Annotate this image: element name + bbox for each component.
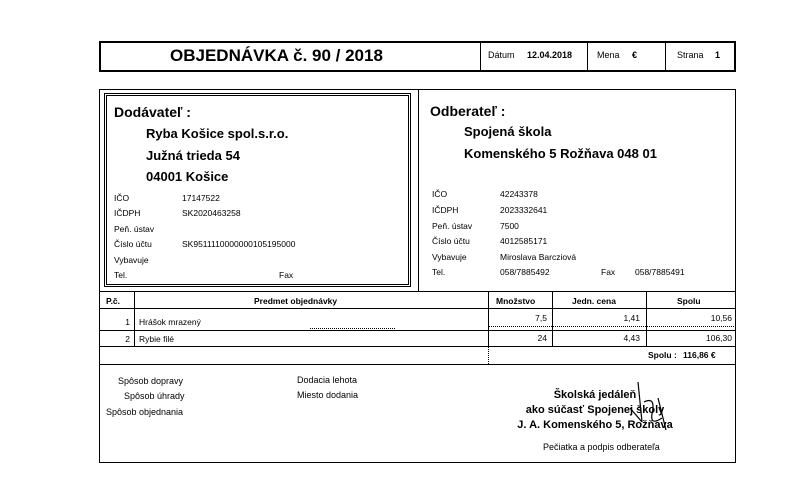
table-cell-no: 2 [125,334,130,344]
header-divider [665,41,666,72]
table-col-divider [488,291,489,346]
customer-field-value: 058/7885492 [500,267,550,277]
customer-label: Odberateľ : [430,103,506,119]
item-dotted-leader [310,328,395,329]
customer-field-label: Tel. [432,267,446,277]
customer-field-value: 4012585171 [500,236,548,246]
table-cell-no: 1 [125,317,130,327]
supplier-fax-label: Fax [279,270,294,280]
table-cell-price: 1,41 [623,313,640,323]
payment-label: Spôsob úhrady [124,391,185,401]
table-cell-item: Hrášok mrazený [139,317,201,327]
table-top-rule [99,291,736,292]
supplier-field-label: Tel. [114,270,128,280]
stamp-line: J. A. Komenského 5, Rožňava [517,419,673,431]
page-value: 1 [715,50,721,60]
customer-field-label: Peň. ústav [432,221,473,231]
customer-fax-value: 058/7885491 [635,267,685,277]
row-rule [99,346,736,347]
customer-address: Komenského 5 Rožňava 048 01 [464,146,657,161]
currency-label: Mena [597,50,620,60]
table-cell-qty: 24 [537,333,547,343]
transport-label: Spôsob dopravy [118,376,184,386]
table-col-divider [134,291,135,346]
row-rule [99,330,736,331]
supplier-name: Ryba Košice spol.s.r.o. [146,126,289,141]
stamp-line: Školská jedáleň [553,389,637,401]
supplier-field-label: Vybavuje [114,255,149,265]
table-cell-qty: 7,5 [535,313,547,323]
col-header-unit-price: Jedn. cena [572,296,616,306]
document-title: OBJEDNÁVKA č. 90 / 2018 [170,46,383,65]
delivery-place-label: Miesto dodania [297,390,359,400]
table-cell-total: 106,30 [706,333,732,343]
signature-scribble [600,378,680,438]
col-header-subject: Predmet objednávky [254,296,338,306]
customer-field-label: IČDPH [432,205,459,215]
stamp-line: ako súčasť Spojenej školy [525,404,665,416]
order-method-label: Spôsob objednania [106,407,184,417]
table-cell-price: 4,43 [623,333,640,343]
customer-field-label: Číslo účtu [432,236,470,246]
sum-value: 116,86 € [683,350,716,360]
sum-divider [488,346,489,364]
supplier-field-label: IČDPH [114,208,141,218]
sum-rule [99,364,736,365]
supplier-field-label: Peň. ústav [114,224,155,234]
row-dotted-rule [488,326,736,327]
customer-field-value: Miroslava Barcziová [500,252,577,262]
page-label: Strana [677,50,704,60]
customer-fax-label: Fax [601,267,616,277]
col-header-no: P.č. [106,296,121,306]
party-divider [418,89,419,291]
table-col-divider [646,291,647,346]
supplier-field-value: 17147522 [182,193,220,203]
supplier-field-value: SK9511110000000105195000 [182,239,296,249]
signature-caption: Pečiatka a podpis odberateľa [543,442,660,452]
header-divider [587,41,588,72]
header-divider [480,41,481,72]
table-cell-total: 10,56 [710,313,732,323]
customer-field-value: 2023332641 [500,205,548,215]
supplier-street: Južná trieda 54 [146,148,240,163]
supplier-field-value: SK2020463258 [182,208,241,218]
date-label: Dátum [488,50,515,60]
supplier-box [104,93,411,287]
supplier-label: Dodávateľ : [114,104,191,120]
sum-label: Spolu : [648,350,677,360]
date-value: 12.04.2018 [527,50,573,60]
table-col-divider [552,291,553,346]
currency-value: € [632,50,638,60]
supplier-field-label: IČO [114,193,130,203]
customer-field-label: IČO [432,189,448,199]
col-header-qty: Množstvo [496,296,536,306]
supplier-field-label: Číslo účtu [114,239,152,249]
customer-field-value: 7500 [500,221,519,231]
supplier-city: 04001 Košice [146,169,229,184]
col-header-total: Spolu [677,296,701,306]
delivery-term-label: Dodacia lehota [297,375,358,385]
table-cell-item: Rybie filé [139,334,174,344]
customer-field-value: 42243378 [500,189,538,199]
customer-name: Spojená škola [464,124,552,139]
customer-field-label: Vybavuje [432,252,467,262]
table-header-rule [99,308,736,309]
